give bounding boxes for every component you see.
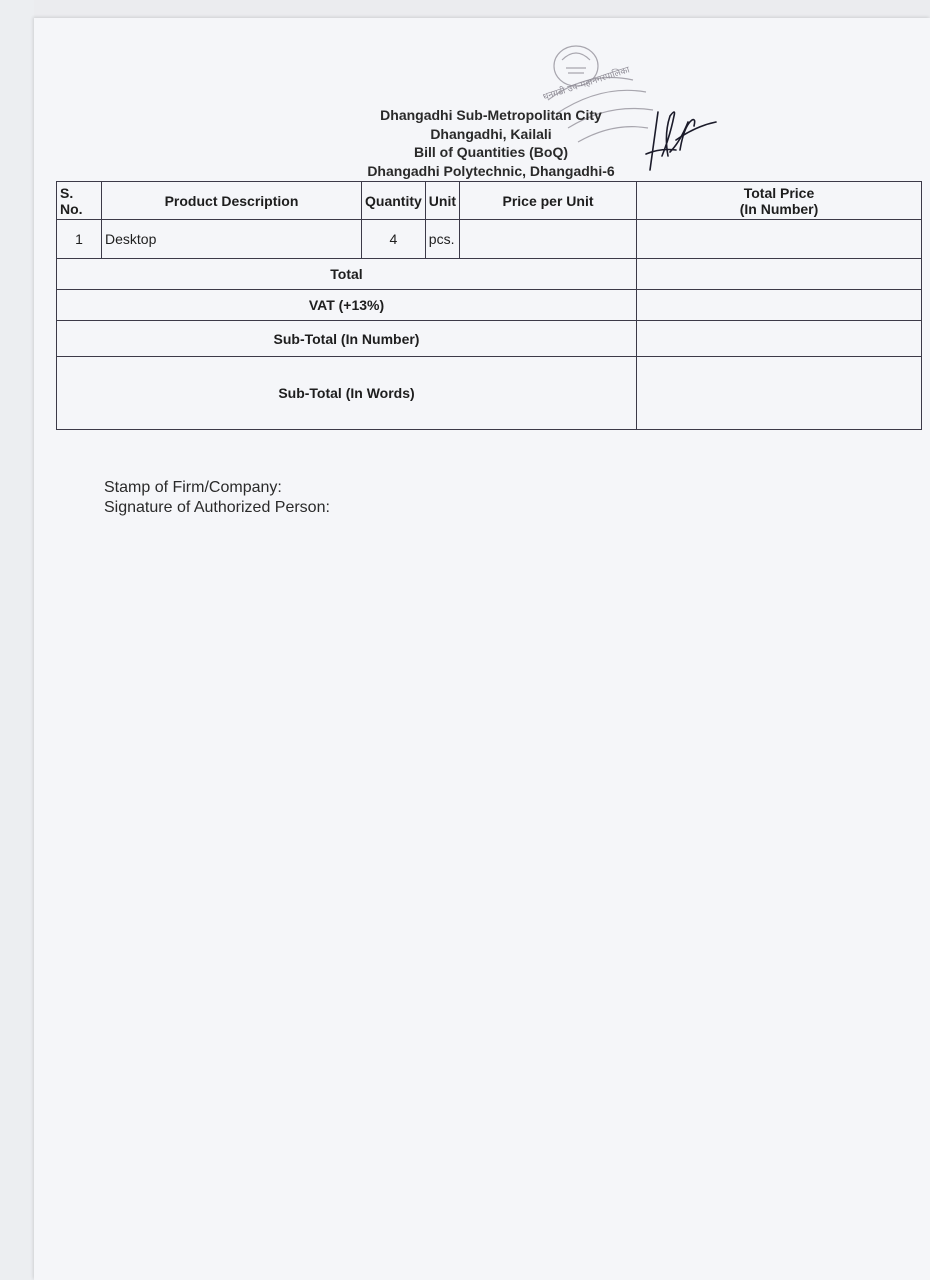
total-label: Total — [57, 259, 637, 290]
summary-row-subtotal-number — [57, 321, 922, 357]
cell-total-price — [637, 220, 922, 259]
header-sno: S. No. — [57, 182, 102, 220]
summary-row-total — [57, 259, 922, 290]
subtotal-number-value-cell — [637, 321, 922, 357]
header-total-price — [637, 182, 922, 220]
subtotal-words-label: Sub-Total (In Words) — [57, 357, 637, 430]
summary-row-subtotal-words — [57, 357, 922, 430]
scan-top-edge — [0, 0, 930, 18]
header-location: Dhangadhi, Kailali — [430, 126, 552, 142]
summary-row-vat — [57, 290, 922, 321]
header-institution: Dhangadhi Polytechnic, Dhangadhi-6 — [367, 163, 615, 179]
table-header-row — [57, 182, 922, 220]
header-description: Product Description — [102, 182, 362, 220]
table-row — [57, 220, 922, 259]
vat-label: VAT (+13%) — [57, 290, 637, 321]
cell-unit: pcs. — [425, 220, 459, 259]
cell-quantity: 4 — [362, 220, 426, 259]
handwritten-signature — [640, 100, 720, 180]
stamp-of-firm-label: Stamp of Firm/Company: — [104, 479, 282, 496]
seal-text: धनगढी उप-महानगरपालिका — [541, 65, 632, 103]
boq-table — [56, 181, 922, 430]
cell-sno: 1 — [57, 220, 102, 259]
subtotal-words-value-cell — [637, 357, 922, 430]
header-quantity: Quantity — [362, 182, 426, 220]
header-price-per-unit: Price per Unit — [460, 182, 637, 220]
scan-left-edge — [0, 0, 34, 1280]
header-total-price-line1: Total Price — [743, 184, 815, 201]
vat-value-cell — [637, 290, 922, 321]
header-city: Dhangadhi Sub-Metropolitan City — [380, 107, 602, 123]
subtotal-number-label: Sub-Total (In Number) — [57, 321, 637, 357]
header-unit: Unit — [425, 182, 459, 220]
authorized-signature-label: Signature of Authorized Person: — [104, 499, 330, 516]
cell-price-per-unit — [460, 220, 637, 259]
total-value-cell — [637, 259, 922, 290]
header-total-price-line2: (In Number) — [739, 200, 819, 217]
header-document-title: Bill of Quantities (BoQ) — [414, 144, 568, 160]
cell-description: Desktop — [102, 220, 362, 259]
